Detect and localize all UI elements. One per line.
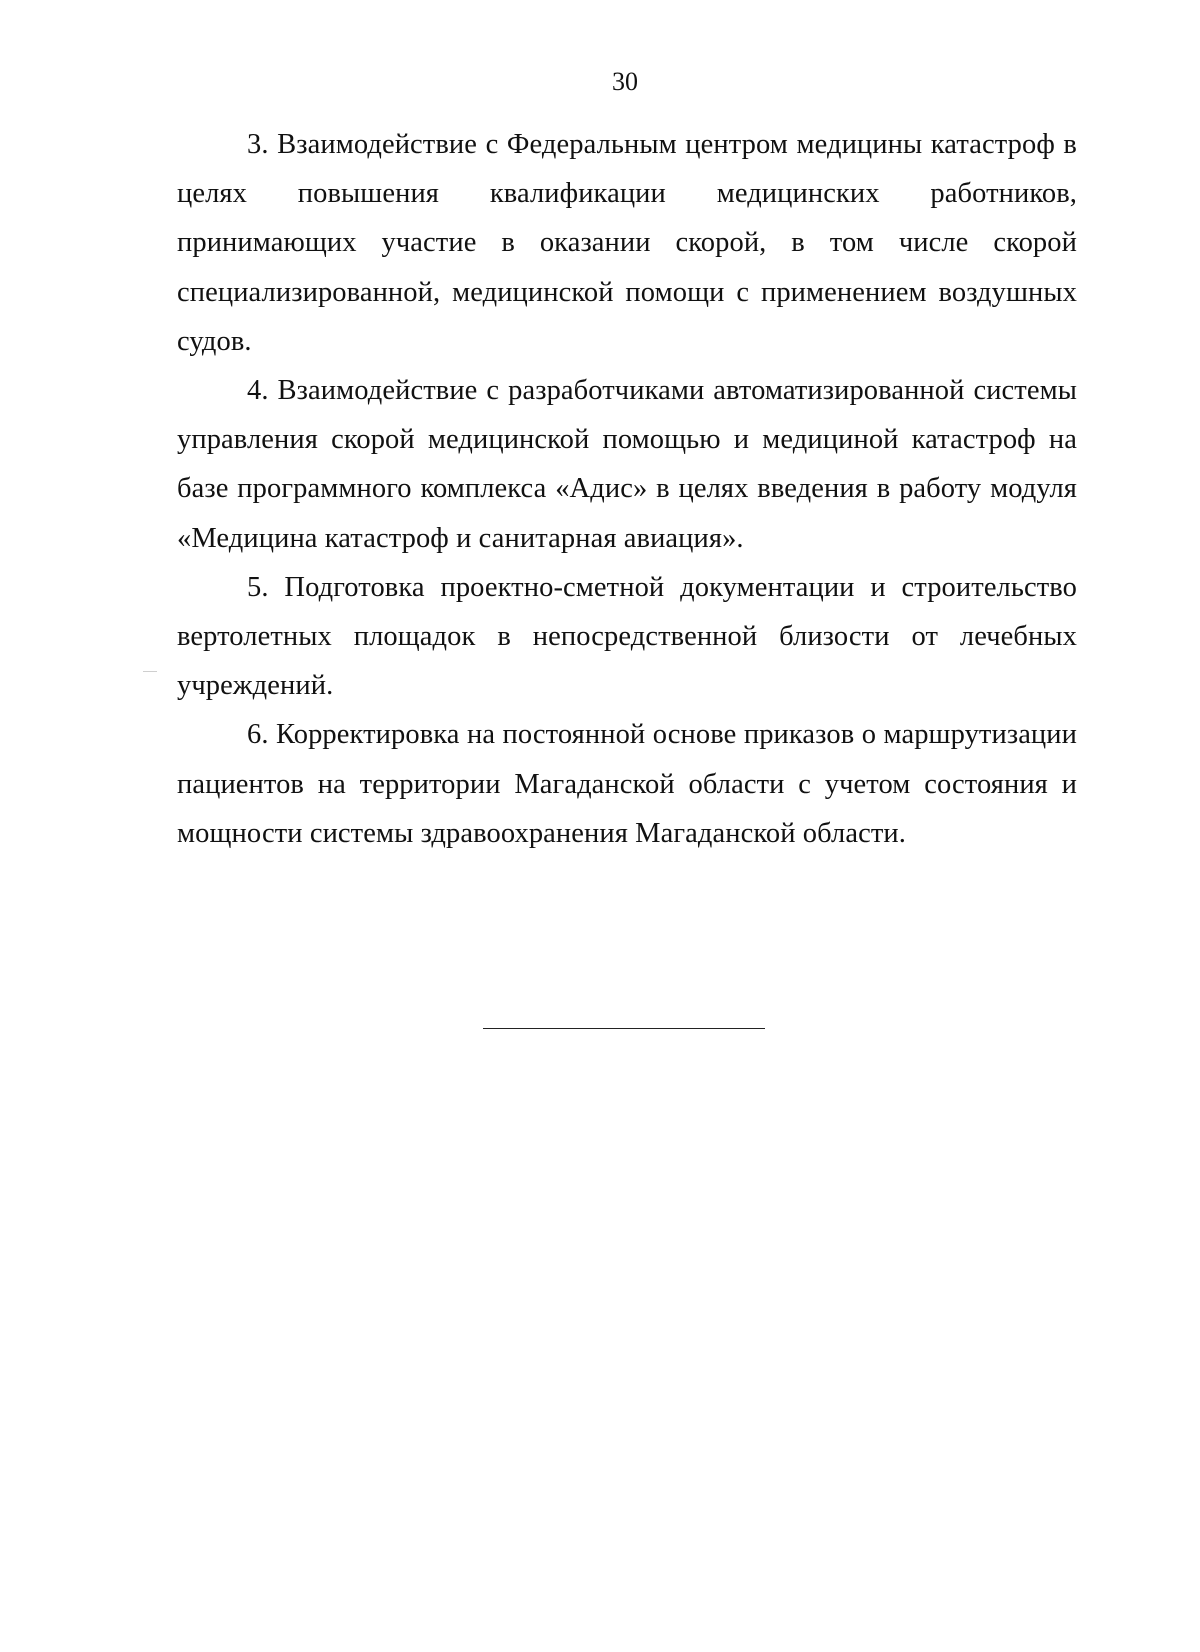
paragraph-6: 6. Корректировка на постоянной основе приказов о маршрутизации пациентов на территории Магаданской области с учетом состояния и мощности системы здравоохранения Магаданской области. bbox=[177, 719, 1077, 849]
document-body bbox=[177, 120, 1077, 858]
paragraph-3: 3. Взаимодействие с Федеральным центром медицины катастроф в целях повышения квалификации медицинских работников, принимающих участие в оказании скорой, в том числе скорой специализированной, медицинской помощи с применением воздушных судов. bbox=[177, 129, 1077, 357]
page-number: 30 bbox=[612, 67, 638, 96]
end-separator-line bbox=[483, 1028, 765, 1029]
scan-artifact bbox=[143, 671, 157, 672]
paragraph-5: 5. Подготовка проектно-сметной документации и строительство вертолетных площадок в непосредственной близости от лечебных учреждений. bbox=[177, 571, 1077, 702]
paragraph-4: 4. Взаимодействие с разработчиками автоматизированной системы управления скорой медицинской помощью и медициной катастроф на базе программного комплекса «Адис» в целях введения в работу модуля «Медицина катастроф и санитарная авиация». bbox=[177, 375, 1077, 554]
